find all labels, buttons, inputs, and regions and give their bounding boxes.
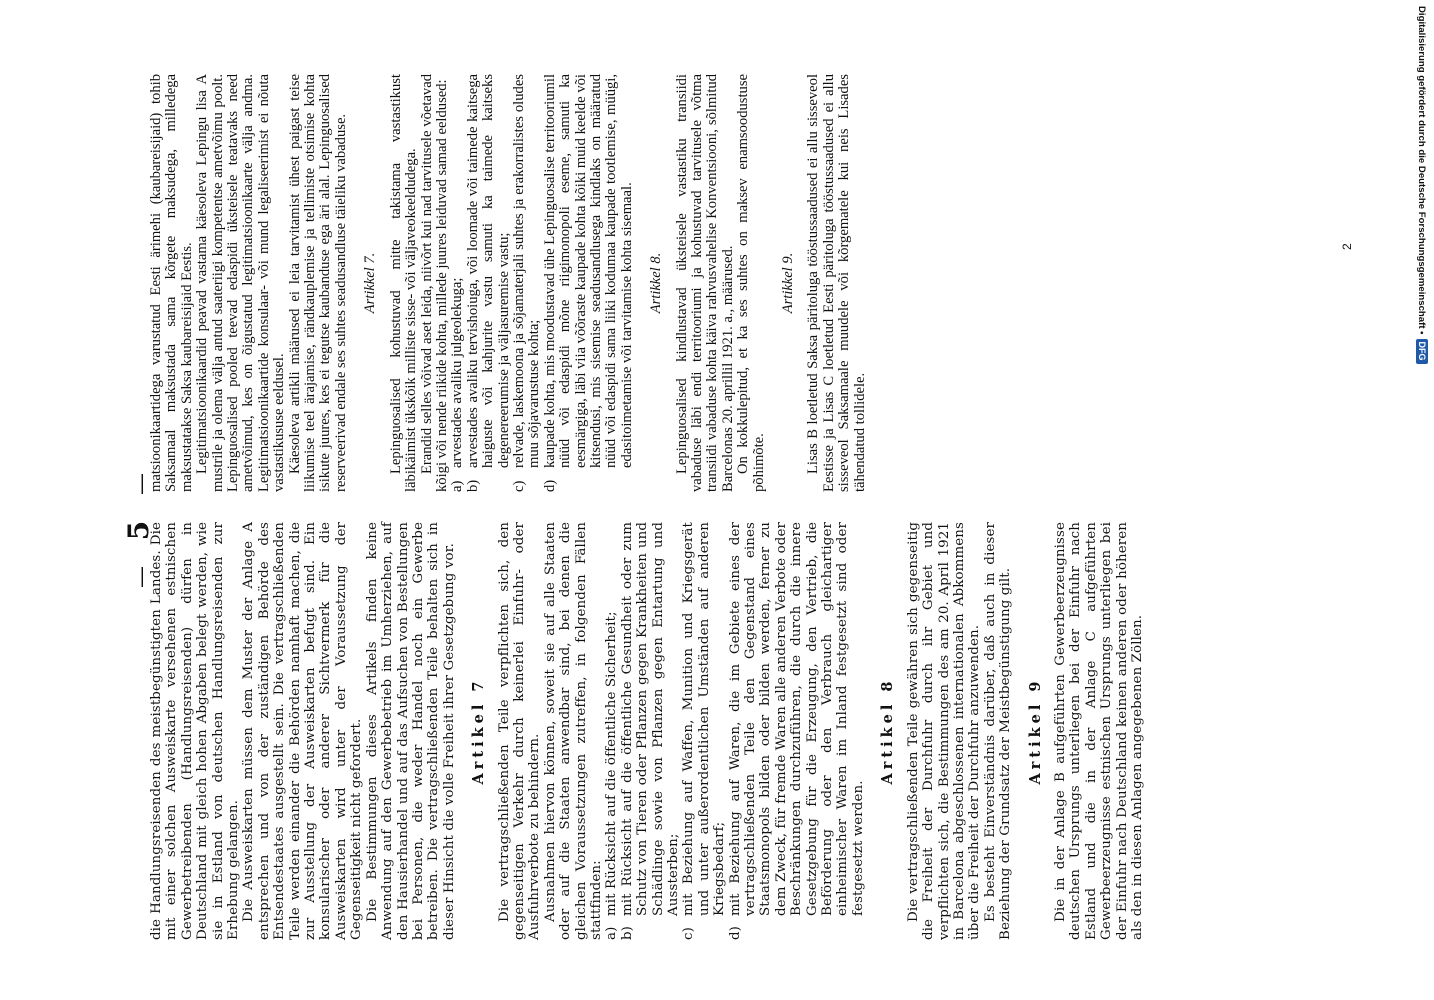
page-number-dash-left: — xyxy=(129,558,154,588)
list-item xyxy=(604,522,619,940)
list-marker: c) xyxy=(510,480,527,492)
estonian-article-7-list xyxy=(450,74,635,492)
german-article-9-heading: Artikel 9 xyxy=(1026,677,1044,785)
bottom-page-number: 2 xyxy=(1340,243,1354,250)
german-paragraph: Die in der Anlage B aufgeführten Gewerbeerzeugnisse deutschen Ursprungs unterliegen bei der Einfuhr nach Estland und die in der Anlage C aufgeführten Gewerbeerzeugnisse estnischen Ursprungs unterliegen bei der Einfuhr nach Deutschland keinen anderen oder höheren als den in diesen Anlagen angegebenen Zöllen. xyxy=(1052,522,1145,940)
estonian-column xyxy=(149,74,868,492)
estonian-paragraph: Erandid selles võivad aset leida, niivõrt kui nad tarvitusele võetavad kõigi või nende riikide kohta, millede juures leiduvad samad eeldused: xyxy=(418,74,450,492)
german-paragraph: Die vertragschließenden Teile verpflichten sich, den gegenseitigen Verkehr durch keinerlei Einfuhr- oder Ausfuhrverbote zu behindern. xyxy=(496,522,543,940)
list-item-text: mit Beziehung auf Waffen, Munition und Kriegsgerät und unter außerordentlichen Umständen auf anderen Kriegsbedarf; xyxy=(681,522,728,916)
german-column xyxy=(149,522,1145,940)
german-paragraph: Die vertragschließenden Teile gewähren sich gegenseitig die Freiheit der Durchfuhr durch ihr Gebiet und verpflichten sich, die Bestimmungen des am 20. April 1921 in Barcelona abgeschlossenen internationalen Abkommens über die Freiheit der Durchfuhr anzuwenden. xyxy=(905,522,983,940)
estonian-paragraph: Lepinguosalised kohustuvad mitte takistama vastastikust läbikäimist ükskõik milliste sisse- või väljaveokeeldudega. xyxy=(387,74,420,492)
german-article-8-heading: Artikel 8 xyxy=(879,677,897,785)
document-page xyxy=(122,60,1375,940)
german-article-7-list xyxy=(604,522,866,940)
german-paragraph: Die Bestimmungen dieses Artikels finden keine Anwendung auf den Gewerbebetrieb im Umherziehen, auf den Hausierhandel und auf das Aufsuchen von Bestellungen bei Personen, die weder Handel noch ein Gewerbe betreiben. Die vertragschließenden Teile behalten sich in dieser Hinsicht die volle Freiheit ihrer Gesetzgebung vor. xyxy=(364,522,457,940)
estonian-paragraph: Lisas B loetletud Saksa päritoluga tööstussaadused ei allu sisseveol Eestisse ja Lisas C loetletud Eesti päritoluga tööstussaadused ei allu sisseveol Saksamaale muudele või kõrgematele kui neis Lisades tähendatud tollidele. xyxy=(805,74,868,492)
list-item-text: mit Rücksicht auf die öffentliche Sicherheit; xyxy=(604,611,620,916)
estonian-paragraph: matsioonikaartidega varustatud Eesti ärimehi (kaubareisijaid) tohib Saksamaal maksustada sama kõrgete maksudega, milledega maksustatakse Saksa kaubareisijaid Eestis. xyxy=(148,74,195,492)
estonian-article-8-heading: Artikkel 8. xyxy=(648,252,665,314)
estonian-article-7-heading: Artikkel 7. xyxy=(362,252,379,314)
list-item-text: arvestades avaliku tervishoiuga, või loomade või taimede kaitsega haiguste või kahjurite vastu samuti ka taimede kaitseks degenereerumise ja väljasuremise vastu; xyxy=(464,74,512,468)
estonian-paragraph: Lepinguosalised kindlustavad üksteisele vastastiku transiidi vabaduse läbi endi territooriumi ja kohustuvad tarvitusele võtma transiidi vabaduse kohta käiva rahvusvahelise Konventsiooni, sõlmitud Barcelonas 20. aprillil 1921. a., määrused. xyxy=(673,74,736,492)
page-number-value: 5 xyxy=(122,512,155,541)
german-paragraph: Es besteht Einverständnis darüber, daß auch in dieser Beziehung der Grundsatz der Meistbegünstigung gilt. xyxy=(982,522,1014,940)
list-item xyxy=(681,522,727,940)
list-marker: a) xyxy=(604,926,620,940)
german-article-7-heading: Artikel 7 xyxy=(470,677,488,785)
german-paragraph: Ausnahmen hiervon können, soweit sie auf alle Staaten oder auf die Staaten anwendbar sind, bei denen die gleichen Voraussetzungen zutreffen, in folgenden Fällen stattfinden: xyxy=(542,522,604,940)
list-marker: b) xyxy=(619,926,635,940)
list-marker: b) xyxy=(464,479,481,492)
estonian-paragraph: Käesoleva artikli määrused ei leia tarvitamist ühest paigast teise liikumise teel ärajamise, rändkauplemise ja tellimiste otsimise kohta isikute juures, kes ei tegutse kaubanduse ega äri alal. Lepinguosalised reserveerivad endale ses suhtes seadusandluse täieliku vabaduse. xyxy=(286,74,349,492)
estonian-paragraph: On kokkulepitud, et ka ses suhtes on maksev enamsoodustuse põhimõte. xyxy=(735,74,767,492)
list-marker: a) xyxy=(449,480,466,492)
page-number-dash-right: — xyxy=(129,465,154,496)
estonian-article-9-heading: Artikkel 9. xyxy=(780,252,797,314)
list-item xyxy=(450,74,465,492)
list-item xyxy=(466,74,512,492)
german-paragraph: die Handlungsreisenden des meistbegünstigten Landes. Die mit einer solchen Ausweiskarte versehenen estnischen Gewerbetreibenden (Handlungsreisenden) dürfen in Deutschland mit gleich hohen Abgaben belegt werden, wie sie in Estland von deutschen Handlungsreisenden zur Erhebung gelangen. xyxy=(149,522,242,940)
list-item-text: relvade, laskemoona ja sõjamaterjali suhtes ja erakorralistes oludes muu sõjavarustuse kohta; xyxy=(510,74,543,468)
list-item-text: arvestades avaliku julgeolekuga; xyxy=(449,277,466,468)
digitization-notice xyxy=(1411,6,1434,406)
list-item xyxy=(620,522,682,940)
list-marker: d) xyxy=(541,479,558,492)
estonian-paragraph: Legitimatsioonikaardid peavad vastama käesoleva Lepingu lisa A mustrile ja olema välja antud saateriigi kompetentse ametvõimu poolt. Lepinguosalised pooled teevad edaspidi üksteisele teatavaks need ametvõimud, kes on õigustatud legitimatsioonikaarte välja andma. Legitimatsioonikaartide konsulaar- või mund legaliseerimist ei nõuta vastastikususe eeldusel. xyxy=(194,74,288,492)
german-paragraph: Die Ausweiskarten müssen dem Muster der Anlage A entsprechen und von der zuständigen Behörde des Entsendestaates ausgestellt sein. Die vertragschließenden Teile werden einander die Behörden namhaft machen, die zur Ausstellung der Ausweiskarten befugt sind. Ein konsularischer oder anderer Sichtvermerk für die Ausweiskarten wird unter der Voraussetzung der Gegenseitigkeit nicht gefordert. xyxy=(241,522,365,940)
page-number xyxy=(122,465,155,588)
list-item-text: kaupade kohta, mis moodustavad ühe Lepinguosalise territooriumil nüüd või edaspidi mõne riigimonopoli eseme, samuti ka eesmärgiga, läbi viia võõraste kaupade kohta kõiki muid keelde või kitsendusi, mis sisemise seadusandlusega kindlaks on määratud nüüd või edaspidi sama liiki kodumaa kaupade tootlemise, müügi, edasitoimetamise või tarvitamise kohta sisemaal. xyxy=(541,74,635,468)
list-marker: c) xyxy=(681,927,697,940)
list-item xyxy=(512,74,543,492)
list-item-text: mit Beziehung auf Waren, die im Gebiete eines der vertragschließenden Teile den Gegenstand eines Staatsmonopols bilden oder bilden werden, ferner zu dem Zweck, für fremde Waren alle anderen Verbote oder Beschränkungen durchzuführen, die durch die innere Gesetzgebung für die Erzeugung, den Vertrieb, die Beförderung oder den Verbrauch gleichartiger einheimischer Waren im Inland festgesetzt sind oder festgesetzt werden. xyxy=(727,522,866,916)
list-item-text: mit Rücksicht auf die öffentliche Gesundheit oder zum Schutz von Tieren oder Pflanzen gegen Krankheiten und Schädlinge sowie von Pflanzen gegen Entartung und Aussterben; xyxy=(619,522,681,916)
list-item xyxy=(728,522,867,940)
digitization-notice-text: Digitalisierung gefördert durch die Deutsche Forschungsgemeinschaft • xyxy=(1416,6,1428,335)
list-item xyxy=(543,74,635,492)
dfg-logo: DFG xyxy=(1416,339,1428,364)
list-marker: d) xyxy=(727,926,743,940)
